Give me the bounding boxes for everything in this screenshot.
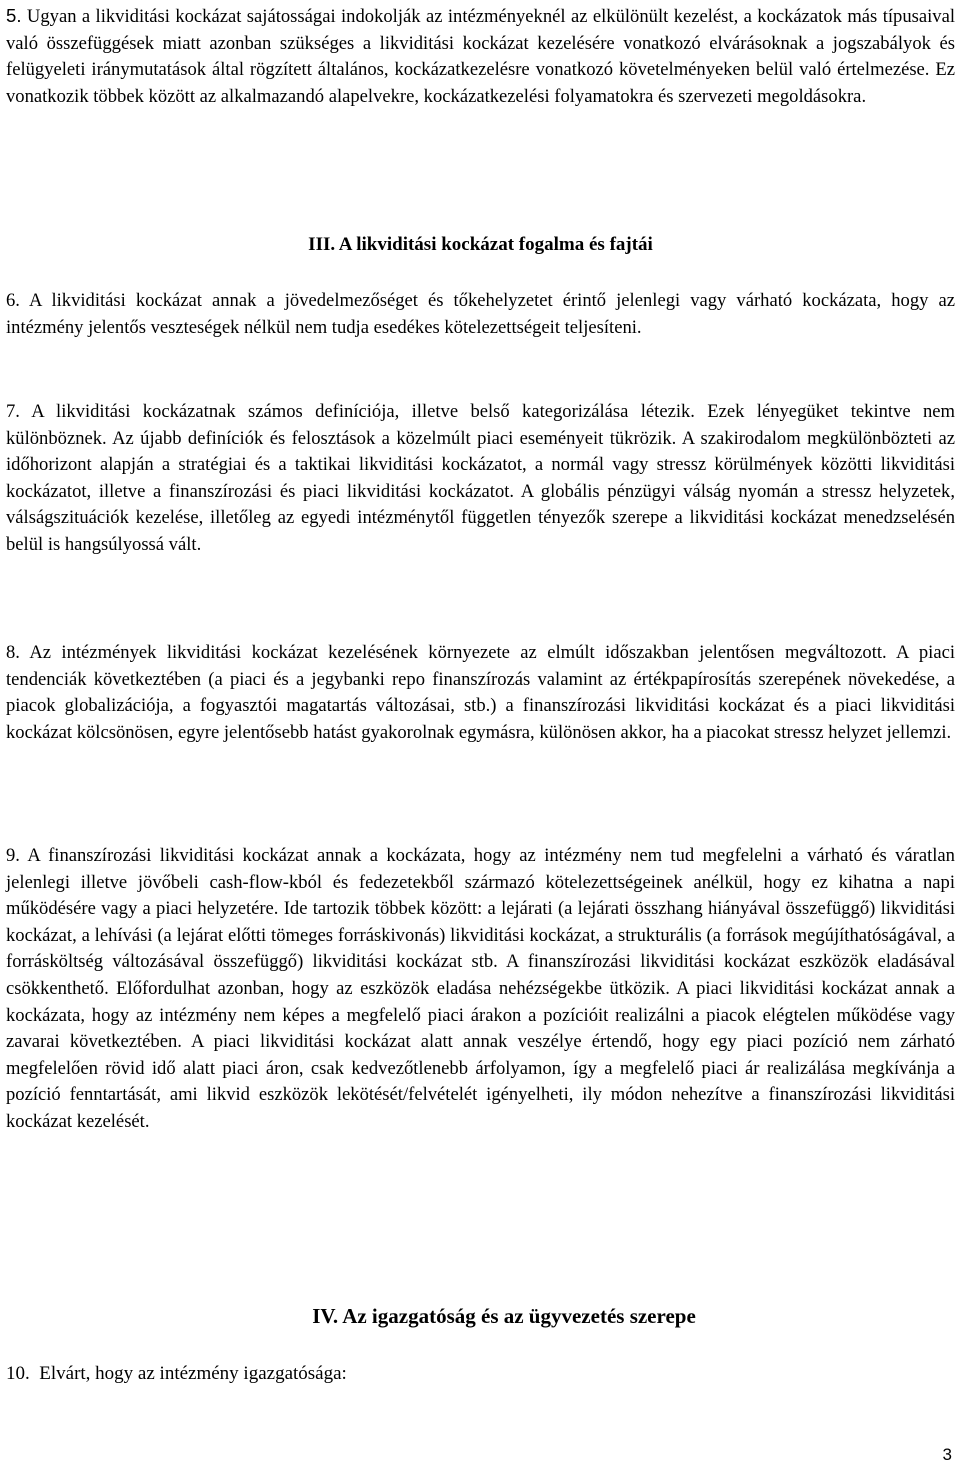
paragraph-6-text: A likviditási kockázat annak a jövedelmezőséget és tőkehelyzetet érintő jelenlegi vagy várható kockázata, hogy az intézmény jelentős veszteségek nélkül nem tudja esedékes kötelezettségeit teljesíteni. <box>6 290 955 338</box>
section-heading-iii: III. A likviditási kockázat fogalma és fajtái <box>308 234 653 255</box>
paragraph-7 <box>6 399 955 559</box>
paragraph-9-number: 9. <box>6 845 20 866</box>
paragraph-6 <box>6 288 955 341</box>
paragraph-6-number: 6. <box>6 290 20 311</box>
paragraph-8-text: Az intézmények likviditási kockázat kezelésének környezete az elmúlt időszakban jelentősen megváltozott. A piaci tendenciák következtében (a piaci és a jegybanki repo finanszírozás valamint az értékpapírosítás szerepének növekedése, a piacok globalizációja, a fogyasztói magatartás változásai, stb.) a finanszírozási likviditási kockázat és a piaci likviditási kockázat kölcsönösen, egyre jelentősebb hatást gyakorolnak egymásra, különösen akkor, ha a piacokat stressz helyzet jellemzi. <box>6 642 955 743</box>
paragraph-5-number: 5. <box>6 5 22 26</box>
paragraph-5-text: Ugyan a likviditási kockázat sajátosságai indokolják az intézményeknél az elkülönült kezelést, a kockázatok más típusaival való összefüggések miatt azonban szükséges a likviditási kockázat kezelésére vonatkozó elvárásoknak a jogszabályok és felügyeleti iránymutatások által rögzített általános, kockázatkezelésre vonatkozó követelményeken belül való értelmezése. Ez vonatkozik többek között az alkalmazandó alapelvekre, kockázatkezelési folyamatokra és szervezeti megoldásokra. <box>6 6 955 107</box>
paragraph-7-number: 7. <box>6 401 20 422</box>
paragraph-7-text: A likviditási kockázatnak számos definíciója, illetve belső kategorizálása létezik. Ezek lényegüket tekintve nem különböznek. Az újabb definíciók és felosztások a közelmúlt piaci eseményeit tükrözik. A szakirodalom megkülönbözteti az időhorizont alapján a stratégiai és a taktikai likviditási kockázatot, a normál vagy stressz körülmények közötti likviditási kockázatot, illetve a finanszírozási és piaci likviditási kockázatot. A globális pénzügyi válság nyomán a stressz helyzetek, válságszituációk kezelése, illetőleg az egyedi intézménytől független tényezők szerepe a likviditási kockázat menedzselésén belül is hangsúlyossá vált. <box>6 401 955 555</box>
paragraph-9-text: A finanszírozási likviditási kockázat annak a kockázata, hogy az intézmény nem tud megfelelni a várható és váratlan jelenlegi illetve jövőbeli cash-flow-kból és fedezetekből származó kötelezettségeinek anélkül, hogy ez kihatna a napi működésére vagy a piaci helyzetére. Ide tartozik többek között: a lejárati (a lejárati összhang hiányával összefüggő) likviditási kockázat, a lehívási (a lejárat előtti tömeges forráskivonás) likviditási kockázat, a strukturális (a források megújíthatóságával, a forrásköltség változásával összefüggő) likviditási kockázat stb. A finanszírozási likviditási kockázat eszközök eladásával csökkenthető. Előfordulhat azonban, hogy az eszközök eladása nehézségekbe ütközik. A piaci likviditási kockázat annak a kockázata, hogy az intézmény nem képes a megfelelő piaci árakon a pozícióit realizálni a piacok elégtelen működése vagy zavarai következtében. A piaci likviditási kockázat alatt annak veszélye értendő, hogy egy piaci pozíció nem zárható megfelelően rövid idő alatt piaci áron, csak kedvezőtlenebb árfolyamon, így a megfelelő piaci ár realizálása megkívánja a pozíció fenntartását, ami likvid eszközök lekötését/felvételét igényelheti, ily módon nehezítve a finanszírozási likviditási kockázat kezelését. <box>6 845 955 1132</box>
paragraph-8-number: 8. <box>6 642 20 663</box>
paragraph-10-number: 10. <box>6 1363 30 1384</box>
paragraph-9 <box>6 843 955 1136</box>
section-heading-iv: IV. Az igazgatóság és az ügyvezetés szerepe <box>312 1304 696 1328</box>
paragraph-8 <box>6 640 955 746</box>
paragraph-10 <box>6 1361 955 1387</box>
paragraph-10-text: Elvárt, hogy az intézmény igazgatósága: <box>39 1363 347 1384</box>
paragraph-5 <box>6 3 955 110</box>
page-number: 3 <box>942 1445 952 1464</box>
